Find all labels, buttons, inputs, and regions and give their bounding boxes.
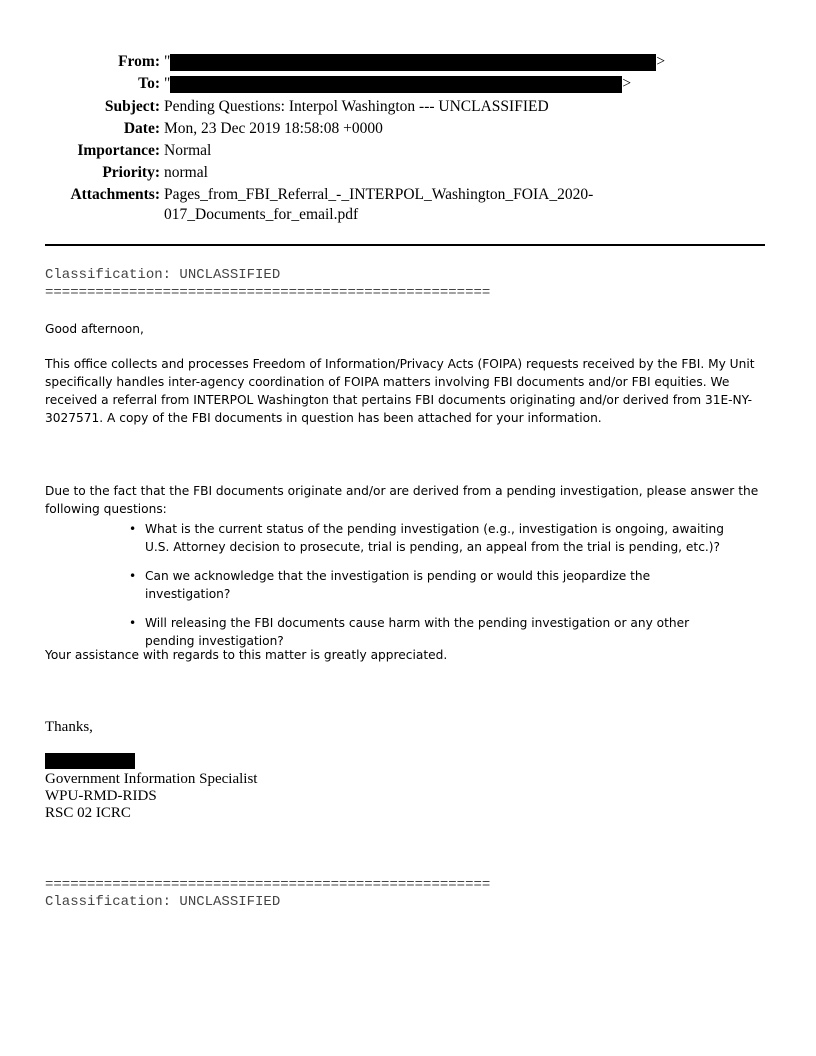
subject-value: Pending Questions: Interpol Washington --- UNCLASSIFIED xyxy=(164,98,549,115)
to-quote: " xyxy=(164,75,171,92)
question-text: Will releasing the FBI documents cause harm with the pending investigation or any other pending investigation? xyxy=(145,616,690,648)
to-value xyxy=(164,73,631,95)
list-item xyxy=(127,567,727,603)
date-value: Mon, 23 Dec 2019 18:58:08 +0000 xyxy=(164,120,383,137)
from-redaction xyxy=(170,54,656,71)
to-bracket: > xyxy=(622,75,632,92)
from-bracket: > xyxy=(656,53,666,70)
paragraph-2 xyxy=(45,482,773,518)
classification-top: Classification: UNCLASSIFIED xyxy=(45,267,281,283)
list-item xyxy=(127,520,727,556)
bullet-icon: • xyxy=(129,616,137,630)
header-divider xyxy=(45,244,765,246)
priority-label: Priority: xyxy=(102,164,160,181)
paragraph-1-text: This office collects and processes Freedom of Information/Privacy Acts (FOIPA) requests received by the FBI. My Unit specifically handles inter-agency coordination of FOIPA matters involving FBI documents and/or FBI equities. We received a referral from INTERPOL Washington that pertains FBI documents originating and/or derived from 31E-NY-3027571. A copy of the FBI documents in question has been attached for your information. xyxy=(45,357,755,425)
importance-value: Normal xyxy=(164,142,212,159)
subject-label: Subject: xyxy=(104,98,160,115)
importance-label: Importance: xyxy=(77,142,160,159)
greeting-text: Good afternoon, xyxy=(45,322,144,336)
separator-bottom: ===================================================== xyxy=(45,877,491,893)
to-redaction xyxy=(170,76,622,93)
questions-list xyxy=(127,520,727,661)
priority-value: normal xyxy=(164,164,208,181)
from-label: From: xyxy=(118,53,160,70)
from-quote: " xyxy=(164,53,171,70)
attachment-filename-line2[interactable]: 017_Documents_for_email.pdf xyxy=(164,206,359,223)
closing-text: Your assistance with regards to this matter is greatly appreciated. xyxy=(45,648,448,662)
classification-bottom: Classification: UNCLASSIFIED xyxy=(45,894,281,910)
paragraph-2-text: Due to the fact that the FBI documents originate and/or are derived from a pending investigation, please answer the following questions: xyxy=(45,484,759,516)
paragraph-1 xyxy=(45,355,773,427)
from-value xyxy=(164,51,665,73)
greeting xyxy=(45,320,773,338)
question-text: Can we acknowledge that the investigation is pending or would this jeopardize the investigation? xyxy=(145,569,651,601)
to-label: To: xyxy=(138,75,160,92)
signature-thanks: Thanks, xyxy=(45,719,93,735)
date-label: Date: xyxy=(123,120,160,137)
separator-top: ===================================================== xyxy=(45,285,491,301)
bullet-icon: • xyxy=(129,569,137,583)
list-item xyxy=(127,614,727,650)
attachments-label: Attachments: xyxy=(70,186,160,203)
signature-unit: WPU-RMD-RIDS xyxy=(45,788,157,804)
signature-title: Government Information Specialist xyxy=(45,771,258,787)
signature-office: RSC 02 ICRC xyxy=(45,805,131,821)
bullet-icon: • xyxy=(129,522,137,536)
question-text: What is the current status of the pending investigation (e.g., investigation is ongoing, awaiting U.S. Attorney decision to prosecute, trial is pending, an appeal from the trial is pending, etc.)? xyxy=(145,522,724,554)
signature-name-redaction xyxy=(45,753,135,769)
attachment-filename-line1[interactable]: Pages_from_FBI_Referral_-_INTERPOL_Washington_FOIA_2020- xyxy=(164,186,594,203)
closing xyxy=(45,646,773,664)
